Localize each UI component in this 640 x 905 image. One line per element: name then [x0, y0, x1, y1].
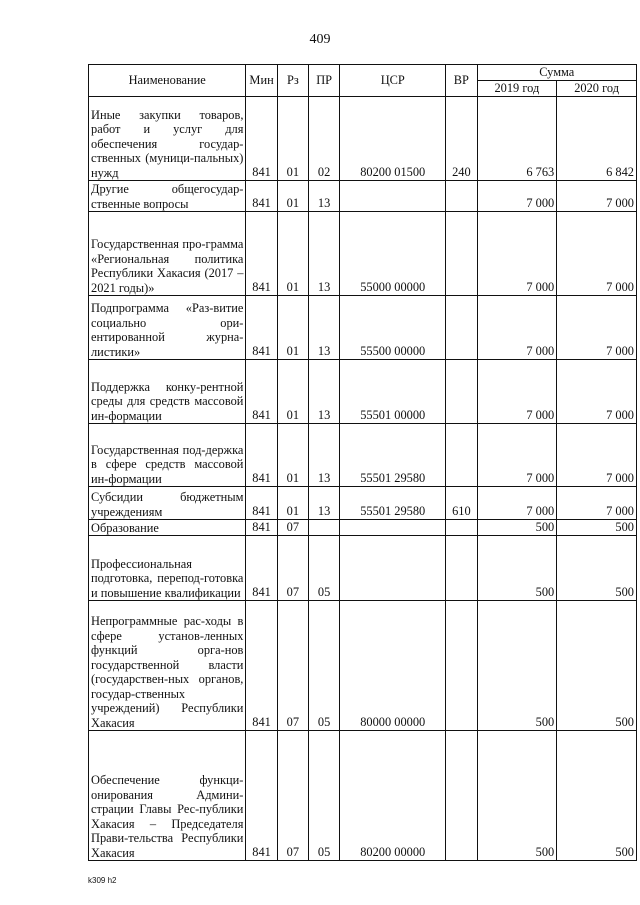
row-rz: 07: [277, 520, 308, 536]
row-min: 841: [246, 360, 277, 424]
row-pr: 13: [308, 424, 339, 487]
row-csr: 55000 00000: [340, 212, 446, 296]
header-vr: ВР: [446, 65, 477, 97]
row-min: 841: [246, 601, 277, 731]
row-csr: 55501 00000: [340, 360, 446, 424]
row-pr: 13: [308, 212, 339, 296]
table-row: [89, 212, 637, 296]
table-row: [89, 296, 637, 360]
header-rz: Рз: [277, 65, 308, 97]
row-rz: 01: [277, 97, 308, 181]
table-row: [89, 424, 637, 487]
row-name: Профессиональная подготовка, перепод-готовка и повышение квалификации: [89, 536, 246, 601]
row-sum-2019: 7 000: [477, 424, 557, 487]
row-min: 841: [246, 97, 277, 181]
header-year-2020: 2020 год: [557, 81, 637, 97]
row-vr: 240: [446, 97, 477, 181]
row-vr: [446, 731, 477, 861]
row-pr: 02: [308, 97, 339, 181]
row-sum-2019: 500: [477, 601, 557, 731]
row-min: 841: [246, 424, 277, 487]
header-csr: ЦСР: [340, 65, 446, 97]
table-row: [89, 601, 637, 731]
row-sum-2020: 6 842: [557, 97, 637, 181]
footer-document-code: k309 h2: [88, 876, 117, 885]
row-sum-2020: 7 000: [557, 296, 637, 360]
page-number: 409: [309, 32, 331, 47]
table-row: [89, 731, 637, 861]
row-vr: 610: [446, 487, 477, 520]
row-vr: [446, 296, 477, 360]
row-pr: 05: [308, 731, 339, 861]
table-row: [89, 181, 637, 212]
row-sum-2019: 500: [477, 536, 557, 601]
row-rz: 07: [277, 731, 308, 861]
row-pr: 13: [308, 181, 339, 212]
row-sum-2020: 500: [557, 520, 637, 536]
row-vr: [446, 360, 477, 424]
row-csr: 80000 00000: [340, 601, 446, 731]
row-name: Образование: [89, 520, 246, 536]
row-min: 841: [246, 212, 277, 296]
row-min: 841: [246, 731, 277, 861]
row-vr: [446, 181, 477, 212]
row-name: Государственная про-грамма «Региональная политика Республики Хакасия (2017 – 2021 годы)»: [89, 212, 246, 296]
row-pr: 13: [308, 296, 339, 360]
row-sum-2020: 500: [557, 731, 637, 861]
header-year-2019: 2019 год: [477, 81, 557, 97]
row-min: 841: [246, 487, 277, 520]
row-sum-2020: 500: [557, 536, 637, 601]
row-vr: [446, 212, 477, 296]
row-sum-2020: 7 000: [557, 181, 637, 212]
row-vr: [446, 424, 477, 487]
row-sum-2020: 7 000: [557, 487, 637, 520]
row-rz: 01: [277, 296, 308, 360]
header-sum: Сумма: [477, 65, 637, 81]
row-pr: 13: [308, 487, 339, 520]
row-rz: 07: [277, 536, 308, 601]
row-vr: [446, 520, 477, 536]
row-name: Субсидии бюджетным учреждениям: [89, 487, 246, 520]
table-header: [89, 65, 637, 97]
row-name: Подпрограмма «Раз-витие социально ори-ентированной журна-листики»: [89, 296, 246, 360]
row-csr: 55501 29580: [340, 487, 446, 520]
row-sum-2020: 500: [557, 601, 637, 731]
row-pr: [308, 520, 339, 536]
row-vr: [446, 536, 477, 601]
row-csr: [340, 536, 446, 601]
row-csr: [340, 520, 446, 536]
row-sum-2019: 500: [477, 520, 557, 536]
row-csr: 80200 01500: [340, 97, 446, 181]
row-min: 841: [246, 181, 277, 212]
row-min: 841: [246, 520, 277, 536]
row-min: 841: [246, 536, 277, 601]
row-pr: 13: [308, 360, 339, 424]
row-sum-2019: 7 000: [477, 181, 557, 212]
row-vr: [446, 601, 477, 731]
row-csr: 55501 29580: [340, 424, 446, 487]
header-min: Мин: [246, 65, 277, 97]
row-csr: 80200 00000: [340, 731, 446, 861]
row-sum-2020: 7 000: [557, 360, 637, 424]
row-rz: 01: [277, 487, 308, 520]
row-sum-2019: 500: [477, 731, 557, 861]
row-name: Иные закупки товаров, работ и услуг для обеспечения государ-ственных (муници-пальных) нужд: [89, 97, 246, 181]
row-rz: 01: [277, 181, 308, 212]
row-sum-2019: 6 763: [477, 97, 557, 181]
row-name: Другие общегосудар-ственные вопросы: [89, 181, 246, 212]
row-rz: 01: [277, 212, 308, 296]
row-name: Поддержка конку-рентной среды для средств массовой ин-формации: [89, 360, 246, 424]
table-row: [89, 487, 637, 520]
row-name: Государственная под-держка в сфере средств массовой ин-формации: [89, 424, 246, 487]
table-body: [89, 97, 637, 861]
row-min: 841: [246, 296, 277, 360]
row-rz: 01: [277, 424, 308, 487]
table-row: [89, 520, 637, 536]
row-csr: [340, 181, 446, 212]
row-sum-2019: 7 000: [477, 487, 557, 520]
header-pr: ПР: [308, 65, 339, 97]
row-pr: 05: [308, 601, 339, 731]
row-csr: 55500 00000: [340, 296, 446, 360]
row-sum-2020: 7 000: [557, 212, 637, 296]
row-rz: 01: [277, 360, 308, 424]
row-rz: 07: [277, 601, 308, 731]
table-row: [89, 97, 637, 181]
table-row: [89, 360, 637, 424]
row-name: Непрограммные рас-ходы в сфере установ-ленных функций орга-нов государственной власти (государствен-ных органов, государ-ственных учреждений) Республики Хакасия: [89, 601, 246, 731]
row-sum-2019: 7 000: [477, 212, 557, 296]
row-pr: 05: [308, 536, 339, 601]
header-name: Наименование: [89, 65, 246, 97]
row-name: Обеспечение функци-онирования Админи-страции Главы Рес-публики Хакасия – Председателя Прави-тельства Республики Хакасия: [89, 731, 246, 861]
budget-table: [88, 64, 637, 861]
row-sum-2019: 7 000: [477, 360, 557, 424]
row-sum-2019: 7 000: [477, 296, 557, 360]
table-row: [89, 536, 637, 601]
row-sum-2020: 7 000: [557, 424, 637, 487]
